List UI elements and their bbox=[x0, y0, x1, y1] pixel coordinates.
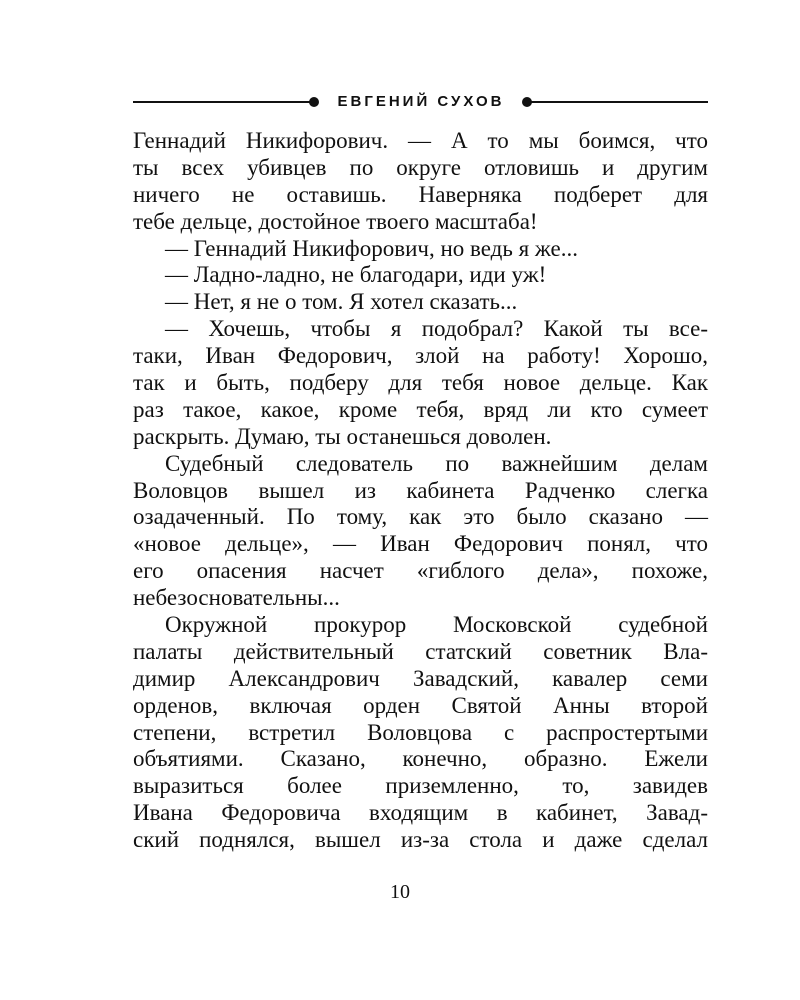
text-line: объятиями. Сказано, конечно, образно. Ежели bbox=[133, 746, 708, 772]
text-line: Геннадий Никифорович. — А то мы боимся, что bbox=[133, 128, 708, 153]
page-number: 10 bbox=[390, 881, 410, 903]
text-line: раз такое, какое, кроме тебя, вряд ли кто сумеет bbox=[133, 396, 708, 422]
header-dot-left bbox=[309, 97, 319, 107]
text-line: выразиться более приземленно, то, завидев bbox=[133, 773, 708, 799]
author-name: ЕВГЕНИЙ СУХОВ bbox=[337, 93, 505, 110]
text-line: — Ладно-ладно, не благодари, иди уж! bbox=[165, 262, 547, 288]
page-body-text bbox=[133, 128, 708, 854]
text-line: орденов, включая орден Святой Анны второй bbox=[133, 692, 708, 718]
text-line: «новое дельце», — Иван Федорович понял, что bbox=[133, 531, 708, 557]
text-line: так и быть, подберу для тебя новое дельце. Как bbox=[133, 370, 708, 396]
text-line: его опасения насчет «гиблого дела», похоже, bbox=[133, 558, 708, 584]
header-rule-left bbox=[133, 101, 311, 103]
text-line: озадаченный. По тому, как это было сказано — bbox=[133, 504, 708, 530]
text-line: ский поднялся, вышел из-за стола и даже сделал bbox=[133, 827, 708, 853]
running-header bbox=[133, 92, 708, 112]
text-line: степени, встретил Воловцова с распростертыми bbox=[133, 719, 708, 745]
text-line: раскрыть. Думаю, ты останешься доволен. bbox=[133, 423, 552, 449]
text-line: палаты действительный статский советник Вла- bbox=[133, 638, 708, 664]
text-line: Воловцов вышел из кабинета Радченко слегка bbox=[133, 477, 708, 503]
text-line: ничего не оставишь. Наверняка подберет для bbox=[133, 181, 708, 207]
text-line: ты всех убивцев по округе отловишь и другим bbox=[133, 154, 708, 180]
text-line: Окружной прокурор Московской судебной bbox=[165, 612, 708, 638]
text-line: димир Александрович Завадский, кавалер семи bbox=[133, 665, 708, 691]
text-line: таки, Иван Федорович, злой на работу! Хорошо, bbox=[133, 343, 708, 369]
text-line: тебе дельце, достойное твоего масштаба! bbox=[133, 208, 538, 234]
text-line: Судебный следователь по важнейшим делам bbox=[165, 450, 708, 476]
text-line: Ивана Федоровича входящим в кабинет, Завад- bbox=[133, 800, 708, 826]
text-line: — Геннадий Никифорович, но ведь я же... bbox=[165, 235, 578, 261]
header-rule-right bbox=[528, 101, 708, 103]
text-line: небезосновательны... bbox=[133, 585, 340, 611]
text-line: — Хочешь, чтобы я подобрал? Какой ты все- bbox=[165, 316, 708, 342]
text-line: — Нет, я не о том. Я хотел сказать... bbox=[165, 289, 518, 315]
